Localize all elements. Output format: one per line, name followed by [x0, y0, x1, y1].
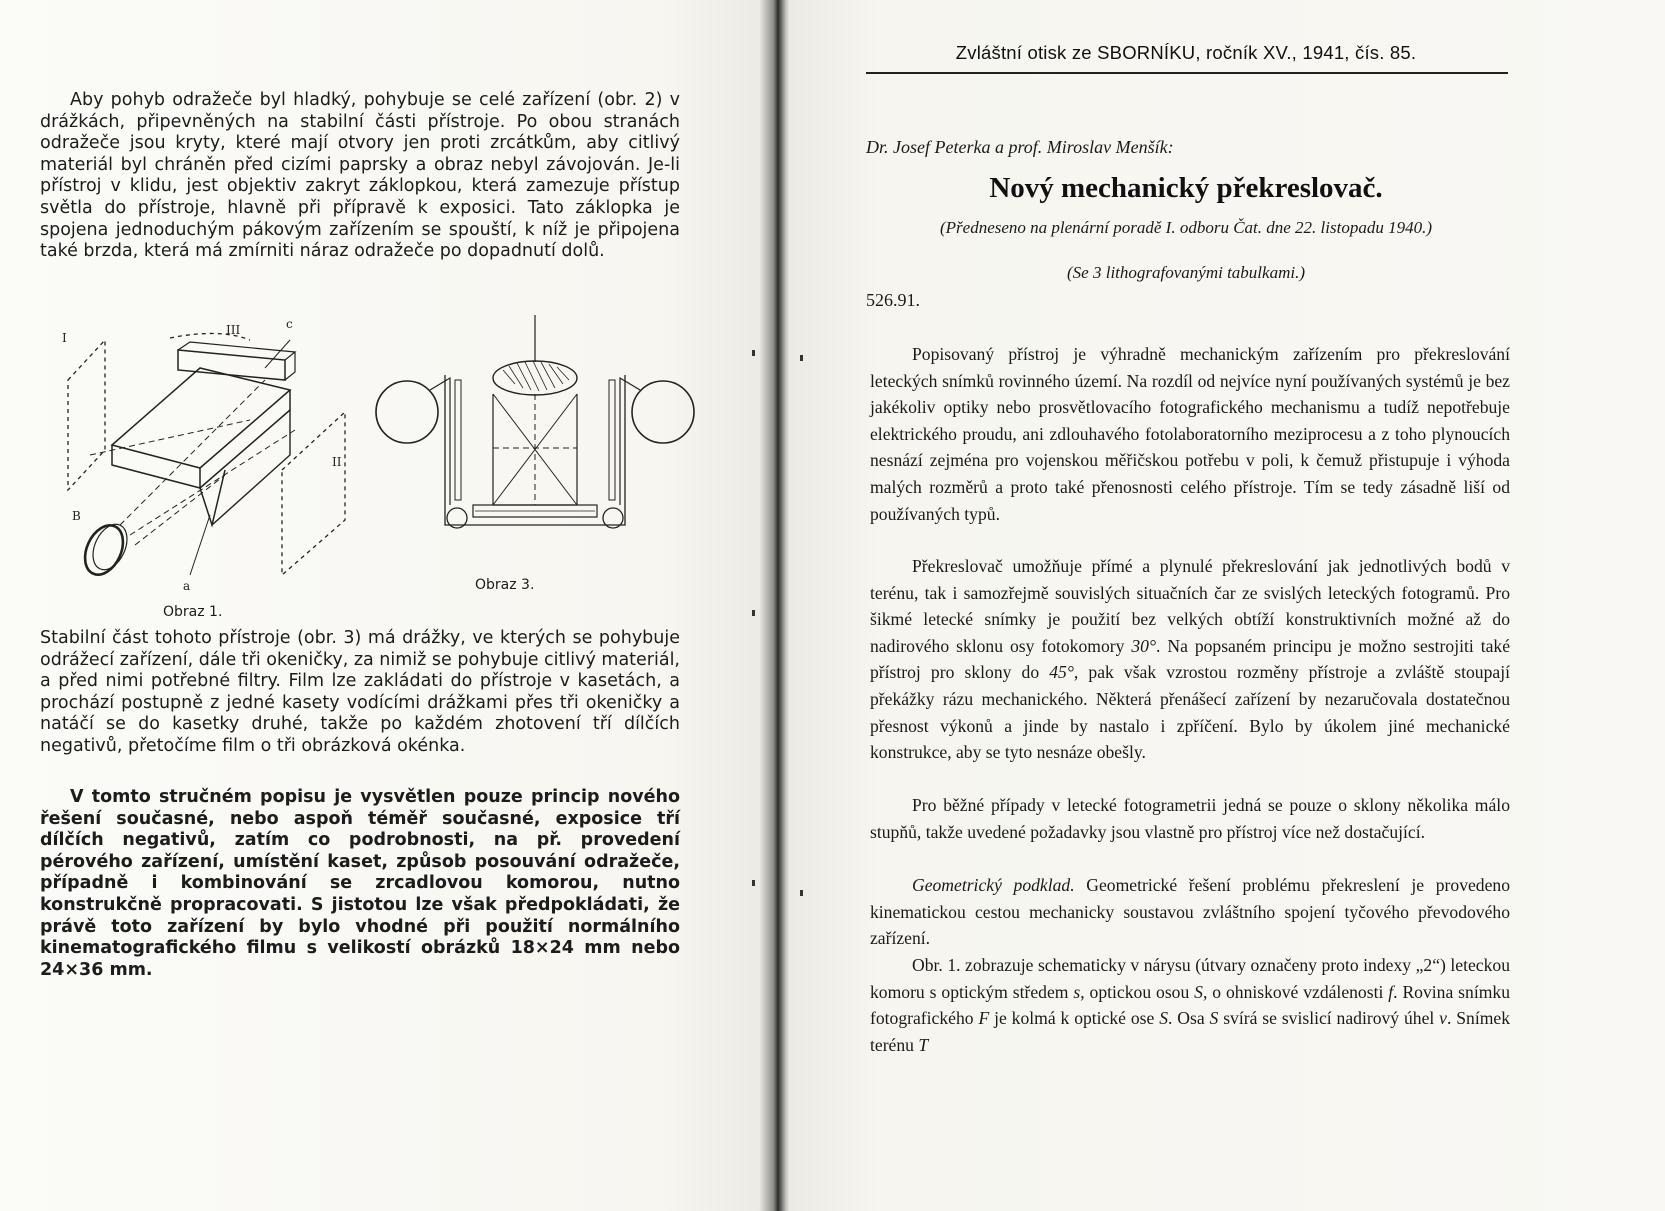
fig1-label-B: B: [72, 509, 81, 523]
fig1-label-II: II: [332, 455, 342, 469]
para4-text: Geometrické řešení problému překreslení je provedeno kinematickou cestou mechanicky soustavou zvláštního spojení tyčového převodového zařízení.: [870, 875, 1511, 949]
para2-text-c: , pak však vzrostou rozměny přístroje a zvláště stoupají překážky rázu mechanického. Některá přenášecí zařízení by nezaručovala dostatečnou přesnost výkonů a jinde by nastalo i zpříčení. Bylo by úkolem jiné mechanické konstrukce, aby se tyto nesnáze obešly.: [870, 662, 1510, 763]
binding-mark: [752, 880, 755, 886]
fig1-label-c: c: [286, 317, 293, 331]
udc-number: 526.91.: [866, 290, 920, 310]
para2-text-a: Překreslovač umožňuje přímé a plynulé překreslování jak jednotlivých bodů v terénu, tak i samozřejmě souvislých situačních čar ze svislých leteckých fotogramů. Pro šikmé letecké snímky je použití bez velkých obtíží konstruktivních možné až do nadirového sklonu osy fotokomory: [870, 556, 1510, 656]
symbol-nu: ν: [1439, 1008, 1447, 1029]
section-label-geometric-basis: Geometrický podklad.: [912, 875, 1075, 895]
symbol-s: s: [1073, 981, 1081, 1002]
binding-mark: [800, 355, 803, 361]
para5-text-d: . Rovina snímku fotografického: [870, 981, 1510, 1029]
figure-3-diagram: [375, 320, 695, 550]
symbol-T: T: [918, 1034, 929, 1055]
figure-1-diagram: [50, 317, 370, 593]
symbol-S-2: S: [1159, 1008, 1168, 1029]
fig1-label-III: III: [226, 323, 241, 337]
para5-text-e: je kolmá k optické ose: [989, 1008, 1160, 1029]
right-paragraph-3: Pro běžné případy v letecké fotogrametrii jedná se pouze o sklony několika málo stupňů, takže uvedené požadavky jsou vlastně pro přístroj více než dostačující.: [870, 795, 1510, 842]
left-paragraph-3: V tomto stručném popisu je vysvětlen pouze princip nového řešení současné, nebo aspoň téměř současné, exposice tří dílčích negativů, zatím co podrobnosti, na př. provedení pérového zařízení, umístění kaset, způsob posouvání odražeče, případně i kombinování se zrcadlovou komorou, nutno konstrukčně propracovati. S jistotou lze však předpokládati, že právě toto zařízení by bylo vhodné při použití normálního kinematografického filmu s velikostí obrázků 18×24 mm nebo 24×36 mm.: [40, 787, 680, 980]
right-paragraph-4: [870, 872, 1510, 952]
para5-text-a: Obr. 1. zobrazuje schematicky v nárysu (útvary označeny proto indexy „2“) leteckou komoru s optickým středem: [870, 955, 1510, 1002]
left-paragraph-2: Stabilní část tohoto přístroje (obr. 3) má drážky, ve kterých se pohybuje odrážecí zařízení, dále tři okeničky, za nimiž se pohybuje citlivý materiál, a před nimi potřebné filtry. Film lze zakládati do přístroje v kasetách, a prochází postupně z jedné kasety vodícími drážkami přes tři okeničky a natáčí se do kasetky druhé, takže po každém zhotovení tří dílčích negativů, přetočíme film o tři obrázková okénka.: [40, 628, 680, 756]
fig1-label-a: a: [183, 579, 191, 593]
plates-note: (Se 3 lithografovanými tabulkami.): [1067, 263, 1305, 282]
symbol-S-3: S: [1209, 1008, 1219, 1029]
para5-text-g: svírá se svislicí nadirový úhel: [1218, 1008, 1440, 1029]
para5-text-f: . Osa: [1168, 1008, 1210, 1029]
binding-mark: [800, 890, 803, 896]
para2-text-b: . Na popsaném principu je možno sestrojiti také přístroj pro sklony do: [870, 635, 1510, 683]
figure-1-caption: Obraz 1.: [163, 604, 223, 620]
right-paragraph-5: [870, 952, 1510, 1058]
symbol-F: F: [978, 1008, 990, 1029]
para5-text-h: . Snímek terénu: [870, 1008, 1511, 1055]
para5-text-c: , o ohniskové vzdálenosti: [1202, 981, 1389, 1002]
article-authors: Dr. Josef Peterka a prof. Miroslav Menšík:: [866, 137, 1174, 157]
symbol-f: f: [1388, 981, 1394, 1002]
para5-text-b: , optickou osou: [1080, 981, 1195, 1002]
right-paragraph-2: [870, 553, 1510, 766]
binding-mark: [752, 350, 755, 356]
offprint-header: Zvláštní otisk ze SBORNÍKU, ročník XV., 1941, čís. 85.: [955, 42, 1417, 63]
angle-45: 45°: [1049, 662, 1074, 683]
binding-mark: [752, 610, 755, 616]
presentation-note: (Předneseno na plenární poradě I. odboru Čat. dne 22. listopadu 1940.): [939, 218, 1432, 237]
figure-3-caption: Obraz 3.: [475, 577, 535, 593]
book-gutter: [760, 0, 790, 1211]
article-title: Nový mechanický překreslovač.: [989, 172, 1383, 204]
angle-30: 30°: [1131, 635, 1157, 656]
fig1-label-I: I: [62, 331, 67, 345]
header-rule: [866, 72, 1508, 74]
left-paragraph-1: Aby pohyb odražeče byl hladký, pohybuje se celé zařízení (obr. 2) v drážkách, připevněných na stabilní části přístroje. Po obou stranách odražeče jsou kryty, které mají otvory jen proti zrcátkům, aby citlivý materiál byl chráněn před cizími paprsky a obraz nebyl závojován. Je-li přístroj v klidu, jest objektiv zakryt záklopkou, která zamezuje přístup světla do přístroje, hlavně při přípravě k exposici. Tato záklopka je spojena jednoduchým pákovým zařízením se spouští, k níž je připojena také brzda, která má zmírniti náraz odražeče po dopadnutí dolů.: [40, 90, 680, 262]
right-paragraph-1: Popisovaný přístroj je výhradně mechanickým zařízením pro překreslování leteckých snímků rovinného území. Na rozdíl od nejvíce nyní používaných systémů je bez jakékoliv optiky nebo prosvětlovacího fotografického mechanismu a tudíž nepotřebuje elektrického proudu, ani zdlouhavého fotolaboratorního meziprocesu a z toho plynoucích nesnází zejména pro vojenskou měřičskou potřebu v poli, k čemuž přistupuje i výhoda malých rozměrů a proto také přenosnosti celého přístroje. Tím se tedy zásadně liší od používaných typů.: [870, 344, 1510, 524]
symbol-S: S: [1194, 981, 1203, 1002]
